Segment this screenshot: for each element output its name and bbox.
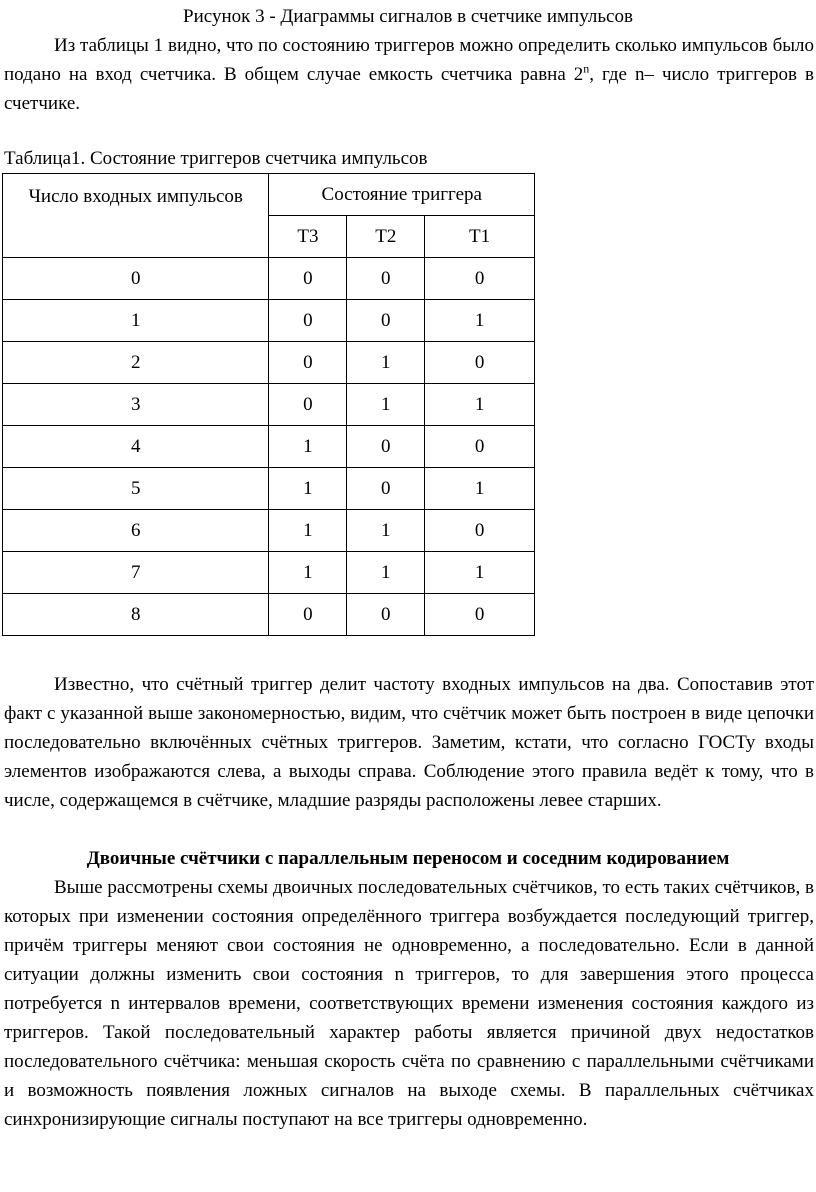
table-cell: 1 bbox=[425, 300, 535, 342]
intro-superscript: n bbox=[583, 61, 590, 76]
table-cell: 0 bbox=[269, 300, 347, 342]
table-cell: 0 bbox=[3, 258, 269, 300]
table-cell: 7 bbox=[3, 552, 269, 594]
intro-text-end: , где n– число триггеров в счетчике. bbox=[4, 64, 814, 114]
table-cell: 0 bbox=[347, 426, 425, 468]
paragraph-2 bbox=[4, 670, 814, 815]
table-cell: 0 bbox=[425, 510, 535, 552]
section-heading: Двоичные счётчики с параллельным переносом и соседним кодированием bbox=[86, 848, 730, 869]
table-cell: 1 bbox=[425, 552, 535, 594]
paragraph-2-text: Известно, что счётный триггер делит частоту входных импульсов на два. Сопоставив этот факт с указанной выше закономерностью, видим, что счётчик может быть построен в виде цепочки последовательно включённых счётных триггеров. Заметим, кстати, что согласно ГОСТу входы элементов изображаются слева, а выходы справа. Соблюдение этого правила ведёт к тому, что в числе, содержащемся в счётчике, младшие разряды расположены левее старших. bbox=[4, 674, 814, 811]
table-cell: 3 bbox=[3, 384, 269, 426]
table-cell: 1 bbox=[425, 384, 535, 426]
paragraph-3 bbox=[4, 873, 814, 1134]
table-row bbox=[3, 468, 535, 510]
table-cell: 1 bbox=[269, 468, 347, 510]
subheader-t2: Т2 bbox=[347, 216, 425, 258]
table-cell: 1 bbox=[3, 300, 269, 342]
table-row bbox=[3, 552, 535, 594]
table-cell: 1 bbox=[347, 552, 425, 594]
subheader-t3: Т3 bbox=[269, 216, 347, 258]
table-cell: 0 bbox=[347, 594, 425, 636]
table-cell: 1 bbox=[425, 468, 535, 510]
table-cell: 2 bbox=[3, 342, 269, 384]
table-cell: 4 bbox=[3, 426, 269, 468]
paragraph-3-text: Выше рассмотрены схемы двоичных последовательных счётчиков, то есть таких счётчиков, в которых при изменении состояния определённого триггера возбуждается последующий триггер, причём триггеры меняют свои состояния не одновременно, а последовательно. Если в данной ситуации должны изменить свои состояния n триггеров, то для завершения этого процесса потребуется n интервалов времени, соответствующих времени изменения состояния каждого из триггеров. Такой последовательный характер работы является причиной двух недостатков последовательного счётчика: меньшая скорость счёта по сравнению с параллельными счётчиками и возможность появления ложных сигналов на выходе схемы. В параллельных счётчиках синхронизирующие сигналы поступают на все триггеры одновременно. bbox=[4, 877, 814, 1130]
intro-text-start: Из таблицы 1 видно, что по состоянию триггеров можно определить сколько импульсов было подано на вход счетчика. В общем случае емкость счетчика равна 2 bbox=[4, 35, 814, 85]
table-cell: 6 bbox=[3, 510, 269, 552]
table-row bbox=[3, 300, 535, 342]
table-cell: 1 bbox=[347, 342, 425, 384]
table-cell: 0 bbox=[269, 258, 347, 300]
table-row bbox=[3, 594, 535, 636]
table-cell: 0 bbox=[269, 342, 347, 384]
table-row bbox=[3, 426, 535, 468]
table-cell: 8 bbox=[3, 594, 269, 636]
table-row bbox=[3, 342, 535, 384]
table-cell: 1 bbox=[269, 552, 347, 594]
table-cell: 0 bbox=[425, 258, 535, 300]
table-cell: 0 bbox=[425, 342, 535, 384]
table-cell: 0 bbox=[269, 594, 347, 636]
table-row bbox=[3, 510, 535, 552]
header-input-pulses: Число входных импульсов bbox=[3, 174, 269, 258]
table-cell: 1 bbox=[269, 426, 347, 468]
table-cell: 0 bbox=[269, 384, 347, 426]
trigger-state-table bbox=[2, 173, 535, 636]
subheader-t1: Т1 bbox=[425, 216, 535, 258]
table-cell: 0 bbox=[425, 426, 535, 468]
table-title: Таблица1. Состояние триггеров счетчика импульсов bbox=[4, 148, 428, 169]
table-cell: 0 bbox=[347, 300, 425, 342]
table-cell: 0 bbox=[347, 468, 425, 510]
table-cell: 1 bbox=[269, 510, 347, 552]
header-trigger-state: Состояние триггера bbox=[269, 174, 535, 216]
intro-paragraph bbox=[4, 31, 814, 118]
table-cell: 1 bbox=[347, 384, 425, 426]
table-cell: 0 bbox=[347, 258, 425, 300]
table-cell: 0 bbox=[425, 594, 535, 636]
table-cell: 5 bbox=[3, 468, 269, 510]
table-row bbox=[3, 384, 535, 426]
figure-caption: Рисунок 3 - Диаграммы сигналов в счетчике импульсов bbox=[183, 6, 633, 27]
table-row bbox=[3, 258, 535, 300]
table-header-row bbox=[3, 174, 535, 216]
table-cell: 1 bbox=[347, 510, 425, 552]
